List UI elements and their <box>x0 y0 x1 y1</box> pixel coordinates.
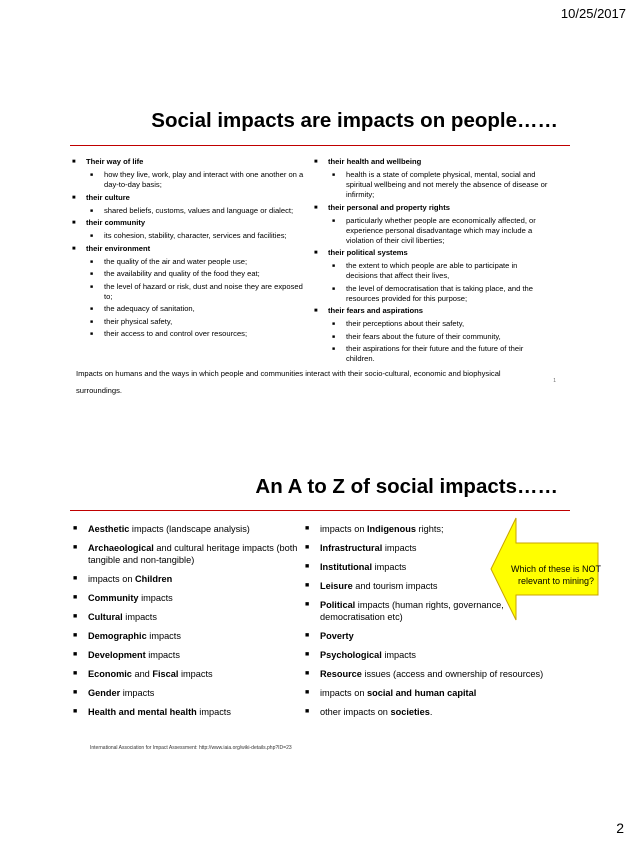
impact-prefix: other impacts on <box>320 707 391 717</box>
impact-text: impacts <box>120 688 155 698</box>
section-item: ■ the adequacy of sanitation, <box>70 304 310 314</box>
impact-text: impacts <box>178 669 213 679</box>
impact-keyword: Institutional <box>320 562 373 572</box>
impact-text: impacts <box>146 631 181 641</box>
impact-list-item <box>70 592 302 604</box>
slide-2-citation: International Association for Impact Assessment: http://www.iaia.org/wiki-details.php?ID=23 <box>90 745 292 751</box>
section-heading: ■ their community <box>70 218 310 228</box>
slide-1-title: Social impacts are impacts on people…… <box>151 109 558 132</box>
impact-list-item <box>302 668 557 680</box>
impact-text: impacts <box>145 650 180 660</box>
impact-text: and tourism impacts <box>352 581 438 591</box>
impact-keyword: societies <box>390 707 430 717</box>
impact-text: and <box>131 669 153 679</box>
slide-1-number: 1 <box>553 378 556 384</box>
impact-text: . <box>429 707 433 717</box>
impact-text: impacts <box>381 650 417 660</box>
impact-text: impacts <box>382 543 417 553</box>
header-date: 10/25/2017 <box>560 6 626 21</box>
slide-1-right-column <box>312 157 548 367</box>
impact-keyword: Demographic <box>88 631 147 641</box>
section-item: ■ the quality of the air and water people use; <box>70 257 310 267</box>
impact-list-item <box>70 649 302 661</box>
impact-prefix: impacts on <box>88 574 135 584</box>
impact-list-item <box>70 706 302 718</box>
slide-2-title-rule <box>70 510 570 511</box>
callout-text: Which of these is NOT relevant to mining? <box>510 564 602 586</box>
impact-list-item <box>302 630 557 642</box>
impact-list-item <box>302 687 557 699</box>
impact-list-item <box>70 523 302 535</box>
impact-list-item <box>70 668 302 680</box>
page-number: 2 <box>616 820 624 836</box>
section-heading: ■ their environment <box>70 244 310 254</box>
impact-list-item <box>302 649 557 661</box>
impact-list-item <box>302 706 557 718</box>
section-heading: ■ their political systems <box>312 248 548 258</box>
section-heading: ■ Their way of life <box>70 157 310 167</box>
impact-keyword: Gender <box>88 688 121 698</box>
section-item: ■ the availability and quality of the food they eat; <box>70 269 310 279</box>
impact-keyword: Leisure <box>320 581 353 591</box>
impact-keyword: Infrastructural <box>320 543 383 553</box>
impact-keyword: Fiscal <box>152 669 179 679</box>
impact-text: impacts <box>196 707 231 717</box>
impact-text: impacts (human rights, governance, democratisation etc) <box>320 600 504 622</box>
impact-text: impacts <box>122 612 157 622</box>
impact-list-item <box>70 611 302 623</box>
section-item: ■ its cohesion, stability, character, services and facilities; <box>70 231 310 241</box>
section-heading: ■ their personal and property rights <box>312 203 548 213</box>
impact-keyword: Development <box>88 650 146 660</box>
section-heading: ■ their fears and aspirations <box>312 306 548 316</box>
section-item: ■ particularly whether people are economically affected, or experience personal disadvantage which may include a violation of their civil liberties; <box>312 216 548 246</box>
slide-1-title-rule <box>70 145 570 146</box>
section-item: ■ their perceptions about their safety, <box>312 319 548 329</box>
impact-keyword: Poverty <box>320 631 354 641</box>
impact-keyword: Community <box>88 593 139 603</box>
slide-1-footer: Impacts on humans and the ways in which people and communities interact with their socio-cultural, economic and biophysical surroundings. <box>76 369 501 395</box>
impact-keyword: Children <box>134 574 173 584</box>
slide-2 <box>70 455 602 775</box>
impact-keyword: Economic <box>88 669 132 679</box>
section-item: ■ shared beliefs, customs, values and language or dialect; <box>70 206 310 216</box>
impact-keyword: Psychological <box>320 650 382 660</box>
impact-list-item <box>70 630 302 642</box>
impact-text: and cultural heritage impacts (both tangible and non-tangible) <box>88 543 298 565</box>
impact-keyword: Archaeological <box>88 543 154 553</box>
impact-keyword: Political <box>320 600 356 610</box>
impact-text: issues (access and ownership of resources) <box>361 669 544 679</box>
section-item: ■ their access to and control over resources; <box>70 329 310 339</box>
impact-text: impacts <box>372 562 407 572</box>
section-heading: ■ their culture <box>70 193 310 203</box>
impact-text: impacts <box>138 593 173 603</box>
impact-keyword: Aesthetic <box>88 524 130 534</box>
impact-list-item <box>70 687 302 699</box>
section-item: ■ health is a state of complete physical, mental, social and spiritual wellbeing and not merely the absence of disease or infirmity; <box>312 170 548 200</box>
slide-2-title: An A to Z of social impacts…… <box>255 475 558 498</box>
slide-1-left-column <box>70 157 310 342</box>
section-item: ■ how they live, work, play and interact with one another on a day-to-day basis; <box>70 170 310 190</box>
impact-keyword: Resource <box>320 669 362 679</box>
impact-prefix: impacts on <box>320 524 367 534</box>
impact-prefix: impacts on <box>320 688 367 698</box>
section-item: ■ their physical safety, <box>70 317 310 327</box>
impact-keyword: Indigenous <box>366 524 416 534</box>
impact-text: impacts (landscape analysis) <box>129 524 250 534</box>
impact-list-item <box>70 542 302 566</box>
slide-2-left-column <box>70 523 302 725</box>
section-item: ■ their fears about the future of their community, <box>312 332 548 342</box>
impact-keyword: Health and mental health <box>88 707 197 717</box>
impact-keyword: social and human capital <box>366 688 477 698</box>
section-item: ■ the level of democratisation that is taking place, and the resources provided for this purpose; <box>312 284 548 304</box>
section-item: ■ the extent to which people are able to participate in decisions that affect their lives, <box>312 261 548 281</box>
impact-list-item <box>70 573 302 585</box>
impact-text: rights; <box>415 524 444 534</box>
section-item: ■ the level of hazard or risk, dust and noise they are exposed to; <box>70 282 310 302</box>
impact-keyword: Cultural <box>88 612 123 622</box>
section-item: ■ their aspirations for their future and the future of their children. <box>312 344 548 364</box>
section-heading: ■ their health and wellbeing <box>312 157 548 167</box>
slide-1 <box>70 95 570 410</box>
